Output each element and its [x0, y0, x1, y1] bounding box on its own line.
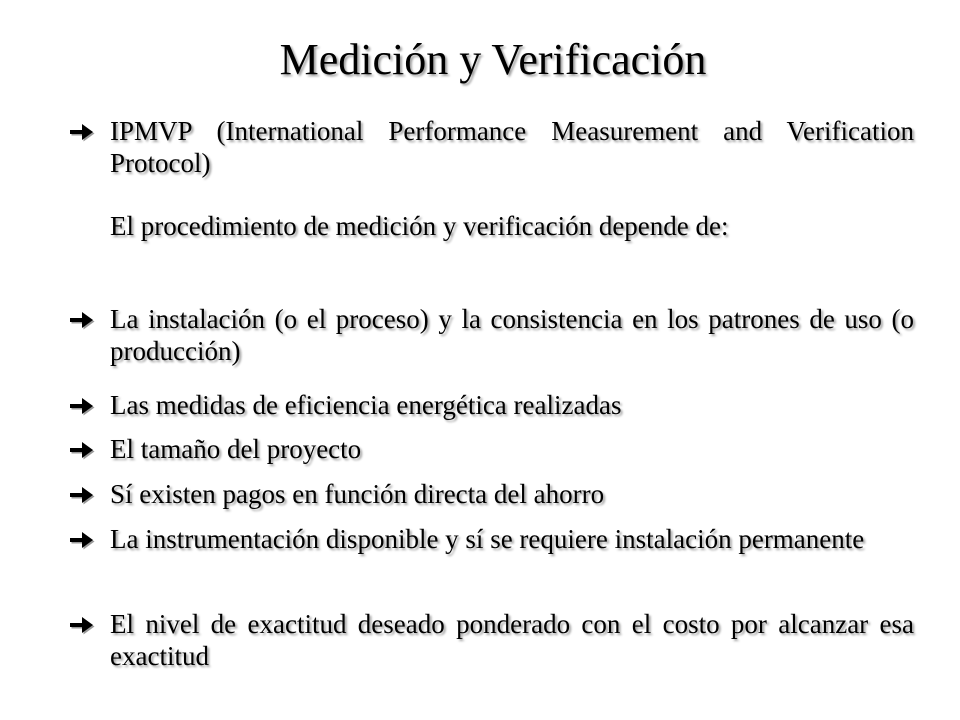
- right-arrow-icon: [66, 122, 96, 142]
- right-arrow-icon: [66, 396, 96, 416]
- bullet-text: El tamaño del proyecto: [110, 434, 362, 464]
- bullet-item: [66, 523, 914, 555]
- bullet-item: [66, 608, 914, 672]
- bullet-text: La instrumentación disponible y sí se requiere instalación permanente: [110, 524, 865, 554]
- bullet-item: [66, 303, 914, 367]
- intro-bullet-item: [66, 115, 914, 179]
- bullet-item: [66, 433, 914, 465]
- bullet-item: [66, 478, 914, 510]
- right-arrow-icon: [66, 485, 96, 505]
- bullet-text: Las medidas de eficiencia energética realizadas: [110, 390, 622, 420]
- right-arrow-icon: [66, 530, 96, 550]
- sub-heading: El procedimiento de medición y verificación depende de:: [110, 211, 729, 241]
- bullet-text: Sí existen pagos en función directa del ahorro: [110, 479, 605, 509]
- intro-bullet-text: IPMVP (International Performance Measurement and Verification Protocol): [110, 116, 914, 178]
- bullet-item: [66, 389, 914, 421]
- bullet-text: El nivel de exactitud deseado ponderado con el costo por alcanzar esa exactitud: [110, 609, 914, 671]
- right-arrow-icon: [66, 440, 96, 460]
- right-arrow-icon: [66, 310, 96, 330]
- bullet-text: La instalación (o el proceso) y la consistencia en los patrones de uso (o producción): [110, 304, 914, 366]
- slide-title: Medición y Verificación: [279, 35, 707, 84]
- right-arrow-icon: [66, 615, 96, 635]
